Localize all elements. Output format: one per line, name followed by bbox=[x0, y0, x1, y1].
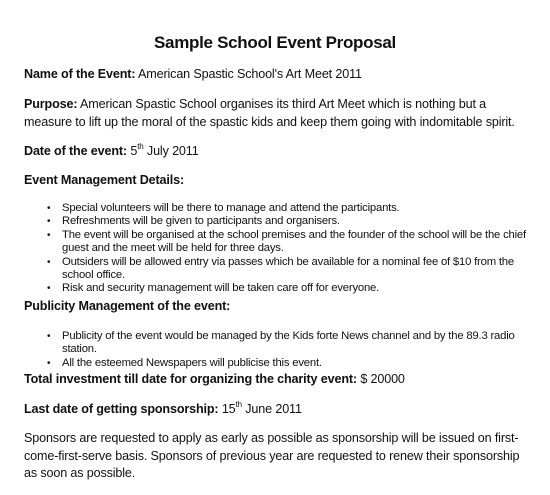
event-date-day: 5 bbox=[130, 144, 138, 158]
event-date-rest: July 2011 bbox=[146, 144, 199, 158]
list-item: • All the esteemed Newspapers will publicise this event. bbox=[47, 356, 322, 369]
event-name-value: American Spastic School's Art Meet 2011 bbox=[138, 67, 362, 81]
investment-line bbox=[24, 371, 529, 389]
bullet-icon: • bbox=[47, 229, 51, 241]
event-management-list bbox=[24, 202, 534, 296]
bullet-icon: • bbox=[47, 256, 51, 268]
event-management-heading: Event Management Details: bbox=[24, 173, 185, 187]
list-item: • Publicity of the event would be managed by the Kids forte News channel and by the 89.3 radio station. bbox=[47, 330, 515, 356]
bullet-icon: • bbox=[47, 216, 51, 228]
publicity-management-heading: Publicity Management of the event: bbox=[24, 299, 231, 313]
bullet-icon: • bbox=[47, 283, 51, 295]
document-title: Sample School Event Proposal bbox=[154, 33, 396, 52]
purpose-label: Purpose: bbox=[24, 97, 78, 111]
publicity-management-list bbox=[24, 330, 534, 370]
purpose-paragraph bbox=[24, 96, 529, 131]
list-item: • Outsiders will be allowed entry via passes which be available for a nominal fee of $10 from the school office. bbox=[47, 255, 514, 282]
event-date-label: Date of the event: bbox=[24, 144, 127, 158]
list-item: • Risk and security management will be taken care off for everyone. bbox=[47, 282, 380, 295]
list-item: • The event will be organised at the school premises and the founder of the school will be the chief guest and the meet will be held for three days. bbox=[47, 228, 526, 255]
closing-paragraph: Sponsors are requested to apply as early as possible as sponsorship will be issued on first-come-first-serve basis. Sponsors of previous year are requested to renew their sponsorship as soon as possible. bbox=[24, 431, 520, 480]
list-item: • Special volunteers will be there to manage and attend the participants. bbox=[47, 202, 400, 214]
bullet-icon: • bbox=[47, 357, 51, 369]
sponsorship-deadline-day: 15 bbox=[221, 402, 236, 416]
sponsorship-deadline-line bbox=[24, 401, 529, 419]
event-name-line bbox=[24, 66, 529, 84]
purpose-text: American Spastic School organises its third Art Meet which is nothing but a measure to lift up the moral of the spastic kids and keep them going with indomitable spirit. bbox=[24, 97, 515, 129]
investment-label: Total investment till date for organizing the charity event: bbox=[24, 372, 357, 386]
sponsorship-deadline-label: Last date of getting sponsorship: bbox=[24, 402, 219, 416]
event-date-suffix: th bbox=[137, 141, 144, 151]
bullet-icon: • bbox=[47, 203, 51, 214]
list-item: • Refreshments will be given to participants and organisers. bbox=[47, 215, 340, 228]
investment-value: $ 20000 bbox=[360, 372, 405, 386]
sponsorship-deadline-rest: June 2011 bbox=[245, 402, 302, 416]
sponsorship-deadline-suffix: th bbox=[235, 399, 242, 409]
event-date-line bbox=[24, 143, 529, 161]
event-name-label: Name of the Event: bbox=[24, 67, 136, 81]
bullet-icon: • bbox=[47, 331, 51, 342]
